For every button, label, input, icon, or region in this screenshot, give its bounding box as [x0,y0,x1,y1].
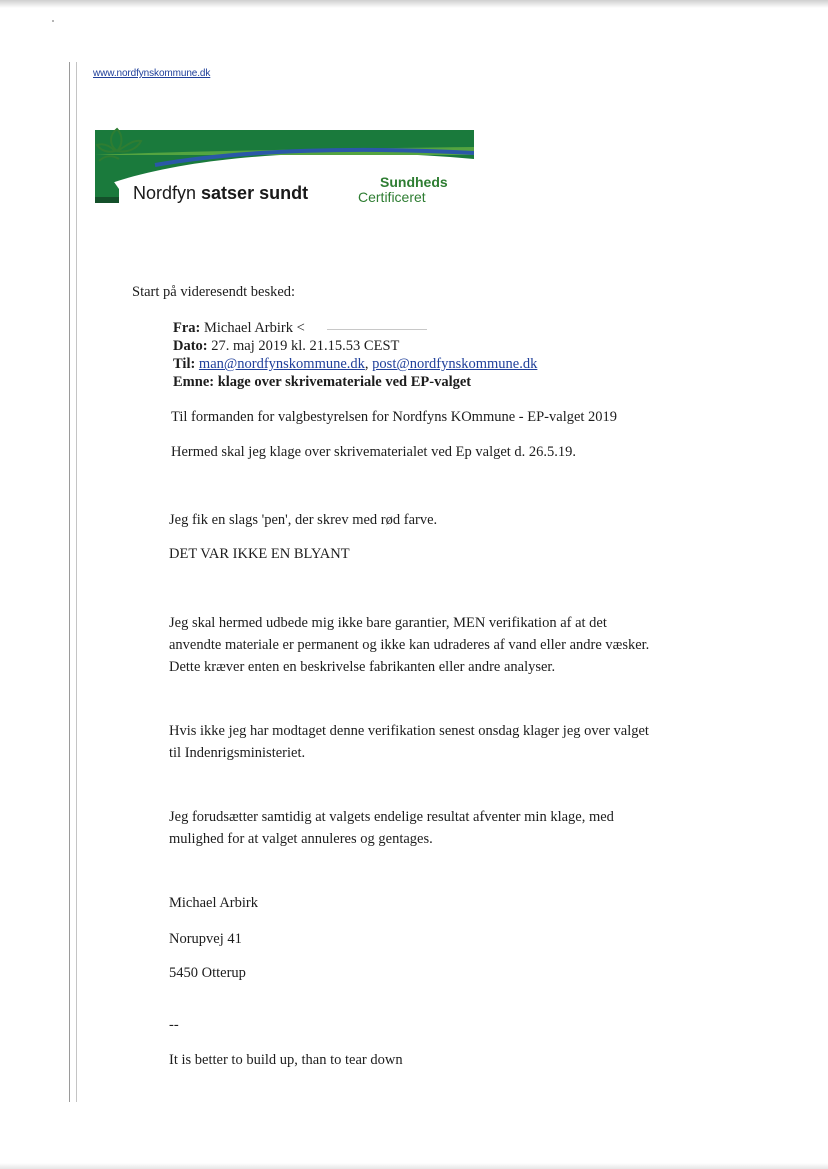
cert-label-bottom: Certificeret [358,189,426,205]
forward-intro: Start på videresendt besked: [132,284,296,300]
to-label: Til: [173,356,196,372]
margin-rule-inner [76,62,77,1102]
to-address-link-2[interactable]: post@nordfynskommune.dk [372,356,538,372]
signature-quote: It is better to build up, than to tear down [169,1052,403,1068]
date-value: 27. maj 2019 kl. 21.15.53 CEST [211,338,400,354]
slogan-regular: Nordfyn [133,183,202,203]
cert-label-top: Sundheds [380,174,448,190]
banner-slogan [133,183,308,204]
to-line [173,355,537,373]
body-deadline: Hvis ikke jeg har modtaget denne verifikation senest onsdag klager jeg over valget til Indenrigsministeriet. [169,723,649,761]
to-separator: , [364,356,369,372]
body-salutation: Til formanden for valgbestyrelsen for Nordfyns KOmmune - EP-valget 2019 [171,409,618,425]
body-not-pencil: DET VAR IKKE EN BLYANT [169,546,350,562]
scan-speck [52,20,54,22]
slogan-bold: satser sundt [201,183,309,203]
nordfyn-banner [95,127,474,207]
from-line [173,319,305,337]
date-line [173,337,399,355]
scan-top-edge [0,0,828,8]
redaction-mark [327,329,427,330]
body-complaint: Hermed skal jeg klage over skrivematerialet ved Ep valget d. 26.5.19. [171,444,577,460]
signature-separator: -- [169,1017,179,1033]
margin-rule [69,62,70,1102]
signature-city: 5450 Otterup [169,965,246,981]
subject-value: klage over skrivemateriale ved EP-valget [217,374,472,390]
signature-street: Norupvej 41 [169,931,242,947]
from-label: Fra: [173,320,201,336]
to-address-link-1[interactable]: man@nordfynskommune.dk [198,356,365,372]
body-pen: Jeg fik en slags 'pen', der skrev med rød farve. [169,512,438,528]
date-label: Dato: [173,338,208,354]
from-value: Michael Arbirk < [204,320,305,336]
municipality-url-link[interactable]: www.nordfynskommune.dk [93,68,211,79]
scan-bottom-edge [0,1163,828,1169]
subject-label: Emne: [173,374,215,390]
signature-name: Michael Arbirk [169,895,258,911]
body-verification-request: Jeg skal hermed udbede mig ikke bare garantier, MEN verifikation af at det anvendte materiale er permanent og ikke kan udraderes af vand eller andre væsker. Dette kræver enten en beskrivelse fabrikanten eller andre analyser. [169,615,650,675]
leaf-logo-icon [95,127,145,163]
subject-line [173,373,471,391]
body-result-pending: Jeg forudsætter samtidig at valgets endelige resultat afventer min klage, med mulighed for at valget annuleres og gentages. [169,809,614,847]
